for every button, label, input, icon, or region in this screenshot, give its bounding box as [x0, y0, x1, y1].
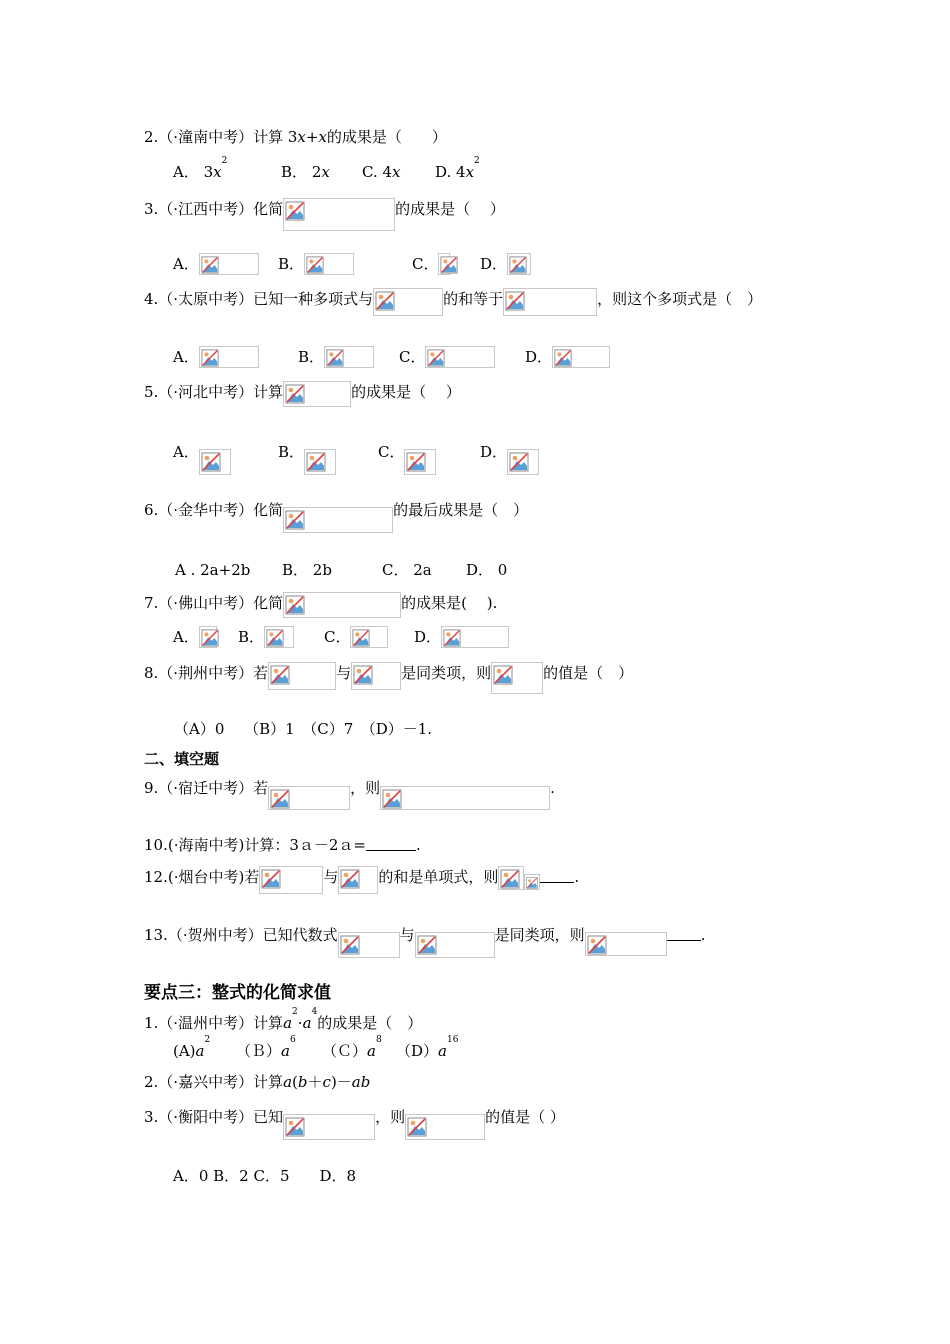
q4-option-b: B． [298, 346, 374, 368]
formula-image-icon [199, 449, 231, 475]
formula-image-icon [264, 626, 294, 648]
q3-option-b: B． [278, 253, 354, 275]
broken-image-icon [270, 665, 290, 685]
broken-image-icon [201, 629, 219, 647]
broken-image-icon [261, 869, 281, 889]
p3-options: A．0 B．2 C．5 D．8 [173, 1167, 357, 1185]
section-title-evaluate: 要点三：整式的化简求值 [144, 983, 331, 1003]
answer-blank[interactable] [667, 924, 701, 941]
broken-image-icon [375, 291, 395, 311]
formula-image-icon [338, 866, 378, 894]
broken-image-icon [285, 1117, 305, 1137]
q5-option-d: D． [480, 441, 539, 475]
broken-image-icon [306, 452, 326, 472]
q7-option-c: C． [324, 626, 388, 648]
q5-option-a: A． [173, 441, 231, 475]
broken-image-icon [270, 789, 290, 809]
broken-image-icon [406, 452, 426, 472]
formula-image-icon [283, 507, 393, 533]
q6-stem: 6.（·金华中考）化简 的最后成果是（ ） [144, 499, 528, 533]
broken-image-icon [417, 935, 437, 955]
answer-blank[interactable] [540, 866, 574, 883]
broken-image-icon [587, 935, 607, 955]
q5-stem: 5.（·河北中考）计算 的成果是（ ） [144, 381, 461, 407]
q5-option-b: B． [278, 441, 336, 475]
formula-image-icon [373, 288, 443, 316]
broken-image-icon [201, 349, 219, 367]
formula-image-icon [199, 346, 259, 368]
formula-image-icon [507, 449, 539, 475]
formula-image-icon [199, 253, 259, 275]
broken-image-icon [340, 869, 360, 889]
q2-option-d: D. 4 x 2 [435, 156, 480, 181]
formula-image-icon [268, 662, 336, 690]
q2-option-c: C. 4 x [362, 163, 401, 181]
formula-image-icon [304, 253, 354, 275]
formula-image-icon [324, 346, 374, 368]
formula-image-icon [507, 253, 531, 275]
formula-image-icon [503, 288, 597, 316]
formula-image-icon [404, 449, 436, 475]
p2-stem: 2.（·嘉兴中考）计算 a ( b ＋ c )－ ab [144, 1073, 371, 1091]
formula-image-icon [283, 198, 395, 231]
formula-image-icon [585, 932, 667, 956]
q7-option-b: B． [238, 626, 294, 648]
q4-stem: 4.（·太原中考）已知一种多项式与 的和等于 ，则这个多项式是（ ） [144, 288, 762, 316]
q8-options: （A）0 （B）1 （C）7 （D）－1. [174, 720, 433, 738]
broken-image-icon [326, 349, 344, 367]
q10-stem: 10.(·海南中考)计算：3ａ－2ａ= . [144, 836, 421, 854]
broken-image-icon [352, 629, 370, 647]
q2-option-a: A． 3 x 2 [173, 156, 228, 181]
broken-image-icon [353, 665, 373, 685]
formula-image-icon [491, 662, 543, 694]
q7-stem: 7.（·佛山中考）化简 的成果是( ). [144, 592, 497, 618]
broken-image-icon [443, 629, 461, 647]
p1-option-a: (A) a 2 [173, 1035, 211, 1060]
formula-image-icon [338, 932, 400, 958]
q7-option-a: A． [173, 626, 217, 648]
broken-image-icon [509, 256, 527, 274]
q2-stem: 2.（·潼南中考）计算 3 x + x 的成果是（ ） [144, 128, 447, 146]
formula-image-icon [441, 626, 509, 648]
broken-image-icon [440, 256, 458, 274]
broken-image-icon [427, 349, 445, 367]
q6-option-b: B． 2b [282, 561, 332, 579]
broken-image-icon [201, 452, 221, 472]
broken-image-icon [285, 384, 305, 404]
formula-image-icon [438, 253, 450, 275]
formula-image-icon [304, 449, 336, 475]
broken-image-icon [493, 665, 513, 685]
broken-image-icon [509, 452, 529, 472]
broken-image-icon [285, 510, 305, 530]
broken-image-icon [201, 256, 219, 274]
q12-stem: 12.(·烟台中考)若 与 的和是单项式，则 . [144, 866, 579, 894]
section-title-fill-blank: 二、填空题 [144, 750, 220, 768]
broken-image-icon [505, 291, 525, 311]
answer-blank[interactable] [366, 834, 416, 851]
formula-image-icon [283, 592, 401, 618]
formula-image-icon [268, 786, 350, 810]
p1-option-c: （Ｃ） a 8 [322, 1035, 382, 1060]
q2-option-b: B． 2 x [281, 163, 330, 181]
formula-image-icon [351, 662, 401, 690]
formula-image-icon [380, 786, 550, 810]
broken-image-icon [554, 349, 572, 367]
q3-option-d: D． [480, 253, 531, 275]
broken-image-icon [285, 595, 305, 615]
q6-option-d: D． 0 [466, 561, 508, 579]
q5-option-c: C． [378, 441, 436, 475]
q6-option-c: C． 2a [382, 561, 432, 579]
broken-image-icon [306, 256, 324, 274]
formula-image-icon [415, 932, 495, 958]
q7-option-d: D． [414, 626, 509, 648]
q3-option-a: A． [173, 253, 259, 275]
broken-image-icon [266, 629, 284, 647]
formula-image-icon [425, 346, 495, 368]
broken-image-icon [382, 789, 402, 809]
broken-image-icon [526, 877, 538, 889]
formula-image-icon [524, 874, 540, 890]
broken-image-icon [500, 869, 520, 889]
q8-stem: 8.（·荆州中考）若 与 是同类项，则 的值是（ ） [144, 662, 633, 694]
q13-stem: 13.（·贺州中考）已知代数式 与 是同类项，则 . [144, 924, 705, 958]
broken-image-icon [407, 1117, 427, 1137]
formula-image-icon [552, 346, 610, 368]
q4-option-d: D． [525, 346, 610, 368]
q4-option-a: A． [173, 346, 259, 368]
formula-image-icon [283, 1114, 375, 1140]
broken-image-icon [285, 201, 305, 221]
p3-stem: 3.（·衡阳中考）已知 ，则 的值是（ ） [144, 1106, 565, 1140]
q9-stem: 9.（·宿迁中考）若 ，则 . [144, 777, 555, 810]
q4-option-c: C． [399, 346, 495, 368]
formula-image-icon [350, 626, 388, 648]
q6-option-a: A . 2a+2b [175, 561, 251, 579]
formula-image-icon [498, 866, 524, 890]
p1-stem: 1.（·温州中考）计算 a 2 · a 4 的成果是（ ） [144, 1007, 423, 1032]
formula-image-icon [259, 866, 323, 894]
formula-image-icon [283, 381, 351, 407]
q3-stem: 3.（·江西中考）化简 的成果是（ ） [144, 198, 505, 231]
formula-image-icon [405, 1114, 485, 1140]
p1-option-b: （Ｂ） a 6 [236, 1035, 296, 1060]
q3-option-c: C． [412, 253, 450, 275]
formula-image-icon [199, 626, 217, 648]
broken-image-icon [340, 935, 360, 955]
p1-option-d: （D） a 16 [396, 1035, 459, 1060]
